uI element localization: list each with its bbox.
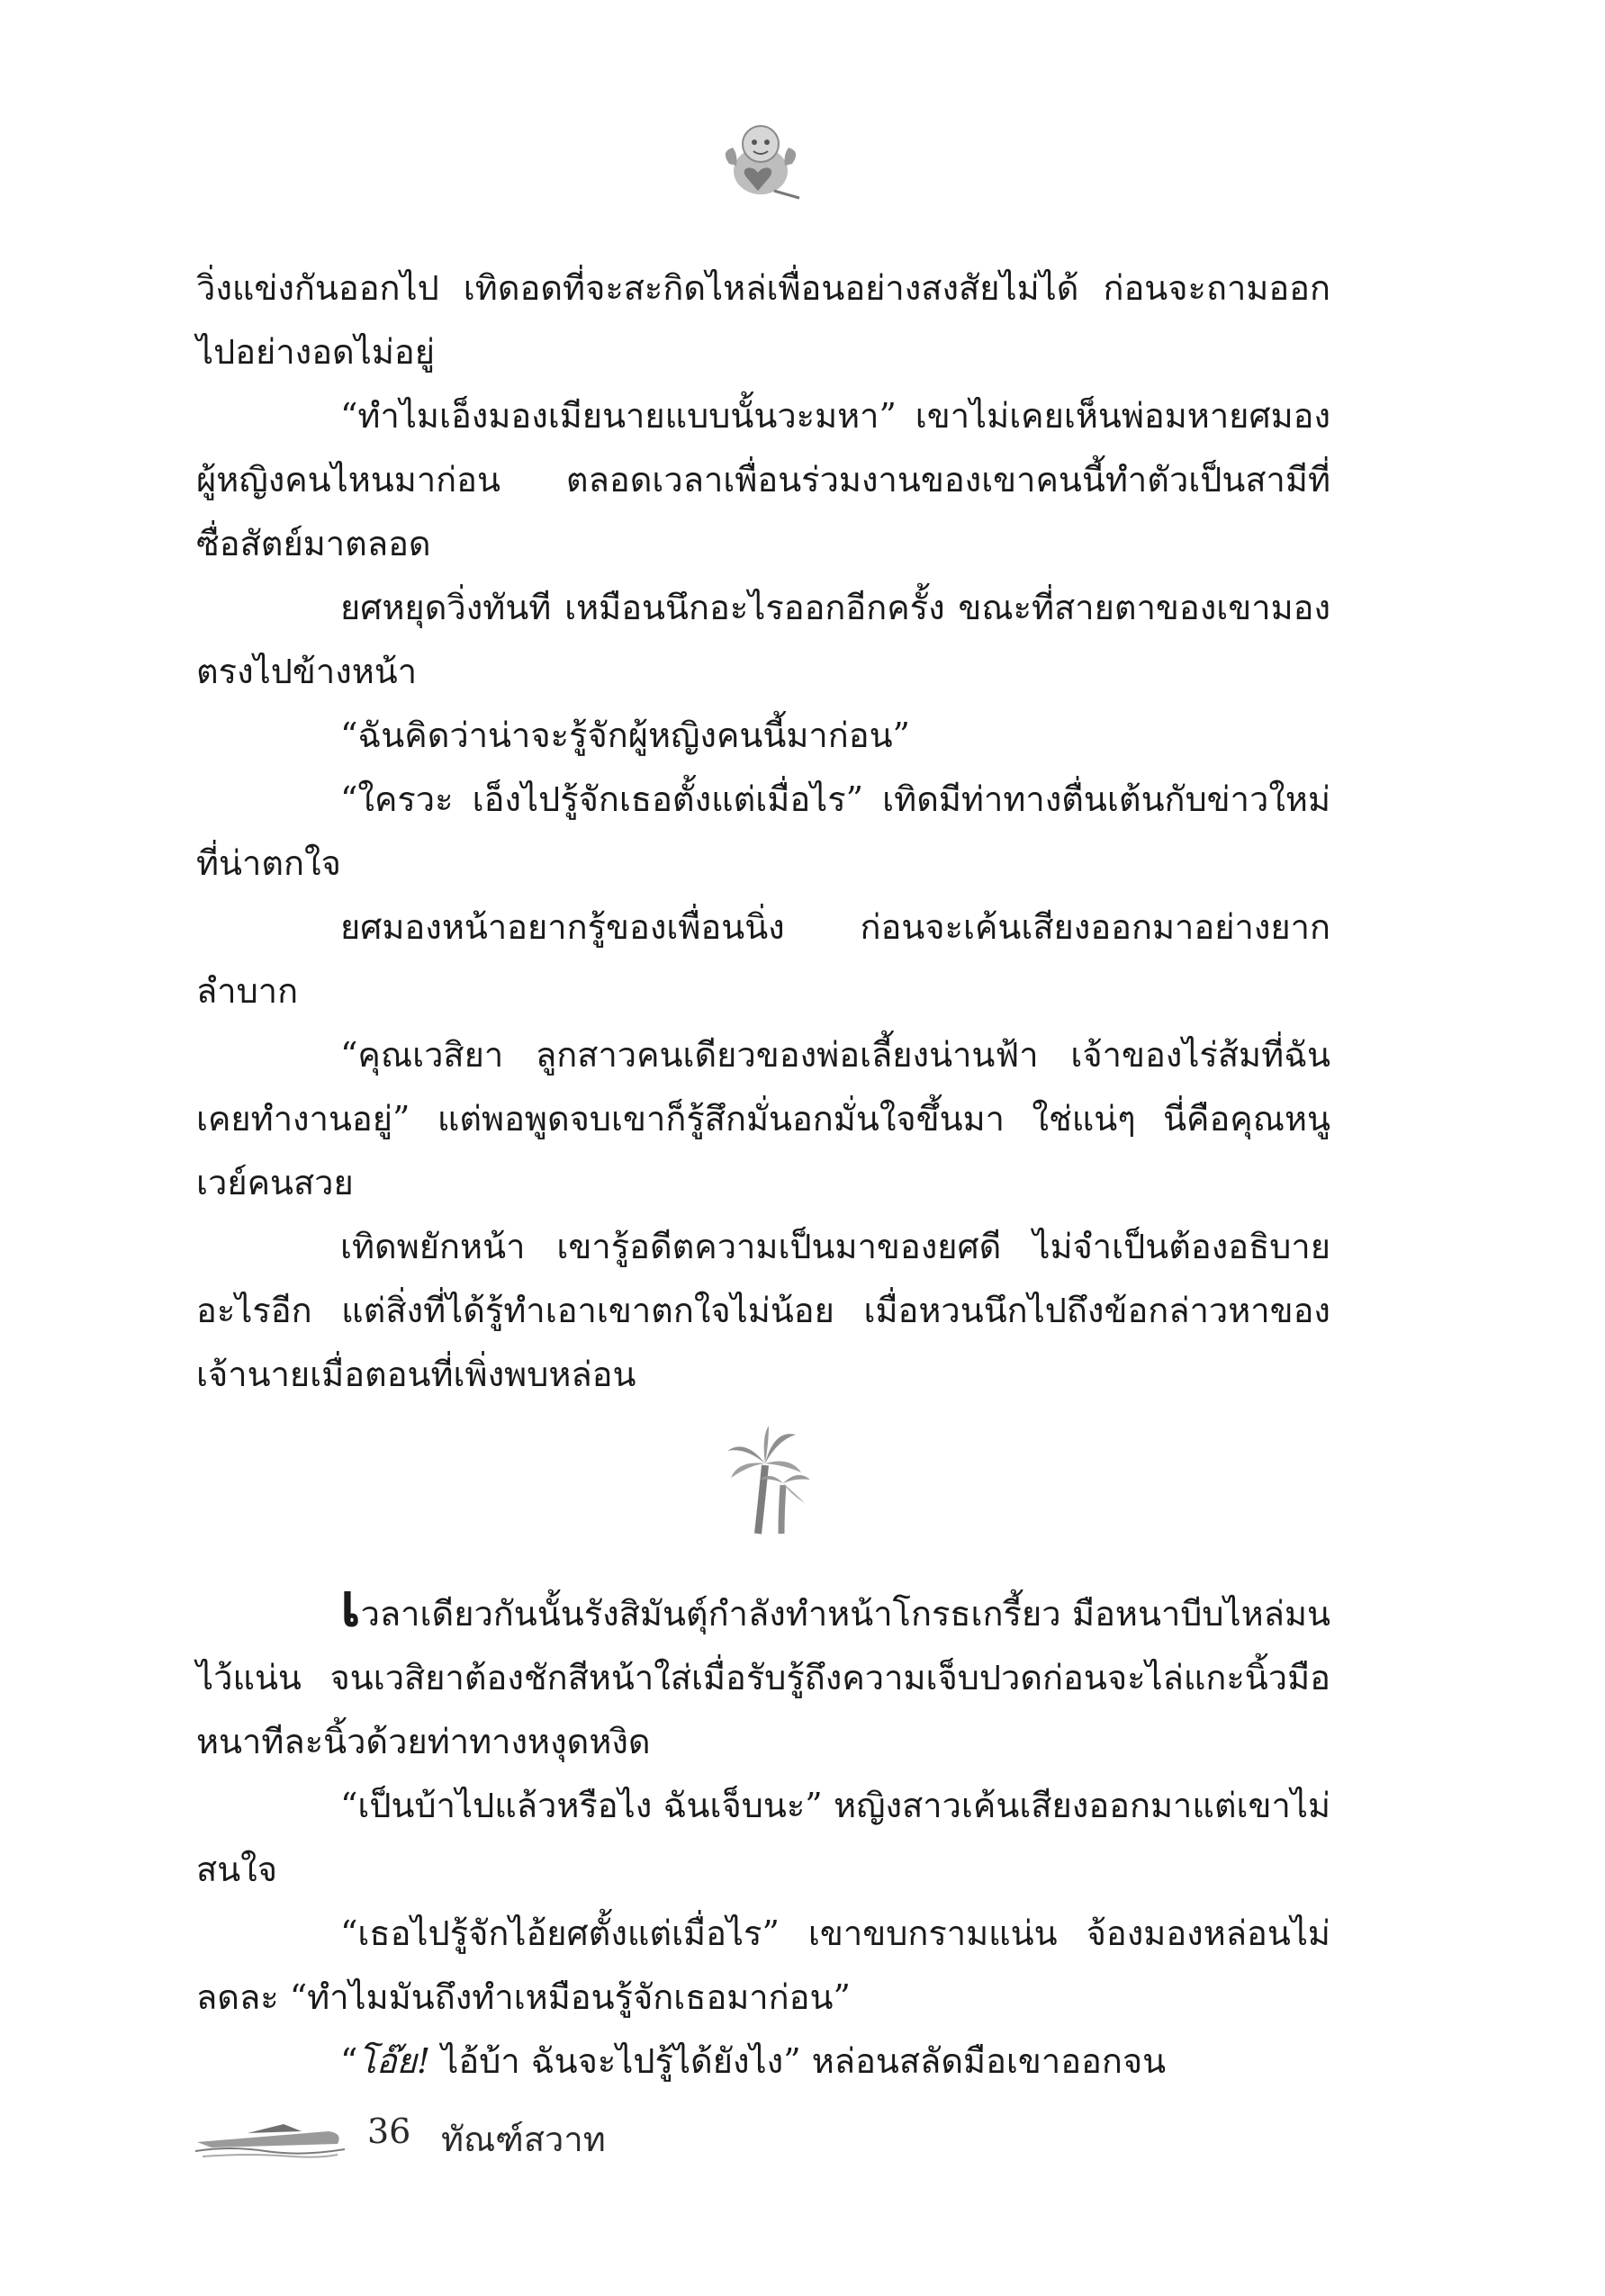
paragraph: “ทำไมเอ็งมองเมียนายแบบนั้นวะมหา” เขาไม่เคยเห็นพ่อมหายศมองผู้หญิงคนไหนมาก่อน ตลอดเวลาเพื่อนร่วมงานของเขาคนนี้ทำตัวเป็นสามีที่ซื่อสัตย์มาตลอด (196, 396, 1330, 563)
text-section-1 (196, 257, 1330, 1407)
speedboat-icon (194, 2111, 347, 2162)
paragraph: “ฉันคิดว่าน่าจะรู้จักผู้หญิงคนนี้มาก่อน” (340, 716, 910, 755)
book-title: ทัณฑ์สวาท (441, 2120, 606, 2159)
paragraph (196, 2030, 1330, 2093)
cupid-ornament-icon (711, 108, 810, 207)
paragraph: เทิดพยักหน้า เขารู้อดีตความเป็นมาของยศดี ไม่จำเป็นต้องอธิบายอะไรอีก แต่สิ่งที่ได้รู้ทำเอาเขาตกใจไม่น้อย เมื่อหวนนึกไปถึงข้อกล่าวหาของเจ้านายเมื่อตอนที่เพิ่งพบหล่อน (196, 1227, 1330, 1394)
quote-open: “ (340, 2041, 358, 2081)
paragraph: ยศหยุดวิ่งทันที เหมือนนึกอะไรออกอีกครั้ง ขณะที่สายตาของเขามองตรงไปข้างหน้า (196, 588, 1330, 691)
paragraph: ยศมองหน้าอยากรู้ของเพื่อนนิ่ง ก่อนจะเค้นเสียงออกมาอย่างยากลำบาก (196, 907, 1330, 1011)
paragraph: วิ่งแข่งกันออกไป เทิดอดที่จะสะกิดไหล่เพื่อนอย่างสงสัยไม่ได้ ก่อนจะถามออกไปอย่างอดไม่อยู่ (196, 268, 1330, 372)
page-number: 36 (367, 2111, 411, 2151)
paragraph: “ใครวะ เอ็งไปรู้จักเธอตั้งแต่เมื่อไร” เทิดมีท่าทางตื่นเต้นกับข่าวใหม่ที่น่าตกใจ (196, 779, 1330, 883)
paragraph: “คุณเวสิยา ลูกสาวคนเดียวของพ่อเลี้ยงน่านฟ้า เจ้าของไร่ส้มที่ฉันเคยทำงานอยู่” แต่พอพูดจบเขาก็รู้สึกมั่นอกมั่นใจขึ้นมา ใช่แน่ๆ นี่คือคุณหนูเวย์คนสวย (196, 1035, 1330, 1202)
text-section-2 (196, 1571, 1330, 2093)
paragraph: “เป็นบ้าไปแล้วหรือไง ฉันเจ็บนะ” หญิงสาวเค้นเสียงออกมาแต่เขาไม่สนใจ (196, 1786, 1330, 1889)
palm-tree-icon (718, 1420, 817, 1537)
paragraph: “เธอไปรู้จักไอ้ยศตั้งแต่เมื่อไร” เขาขบกรามแน่น จ้องมองหล่อนไม่ลดละ “ทำไมมันถึงทำเหมือนรู้จักเธอมาก่อน” (196, 1913, 1330, 2017)
paragraph (196, 1571, 1330, 1774)
page-footer (194, 2106, 824, 2169)
paragraph-text: วลาเดียวกันนั้นรังสิมันตุ์กำลังทำหน้าโกรธเกรี้ยว มือหนาบีบไหล่มนไว้แน่น จนเวสิยาต้องชักสีหน้าใส่เมื่อรับรู้ถึงความเจ็บปวดก่อนจะไล่แกะนิ้วมือหนาทีละนิ้วด้วยท่าทางหงุดหงิด (196, 1594, 1330, 1761)
italic-exclamation: โอ๊ย! (357, 2041, 431, 2081)
paragraph-text: ไอ้บ้า ฉันจะไปรู้ได้ยังไง” หล่อนสลัดมือเขาออกจน (430, 2041, 1167, 2081)
drop-cap: เ (340, 1571, 361, 1640)
